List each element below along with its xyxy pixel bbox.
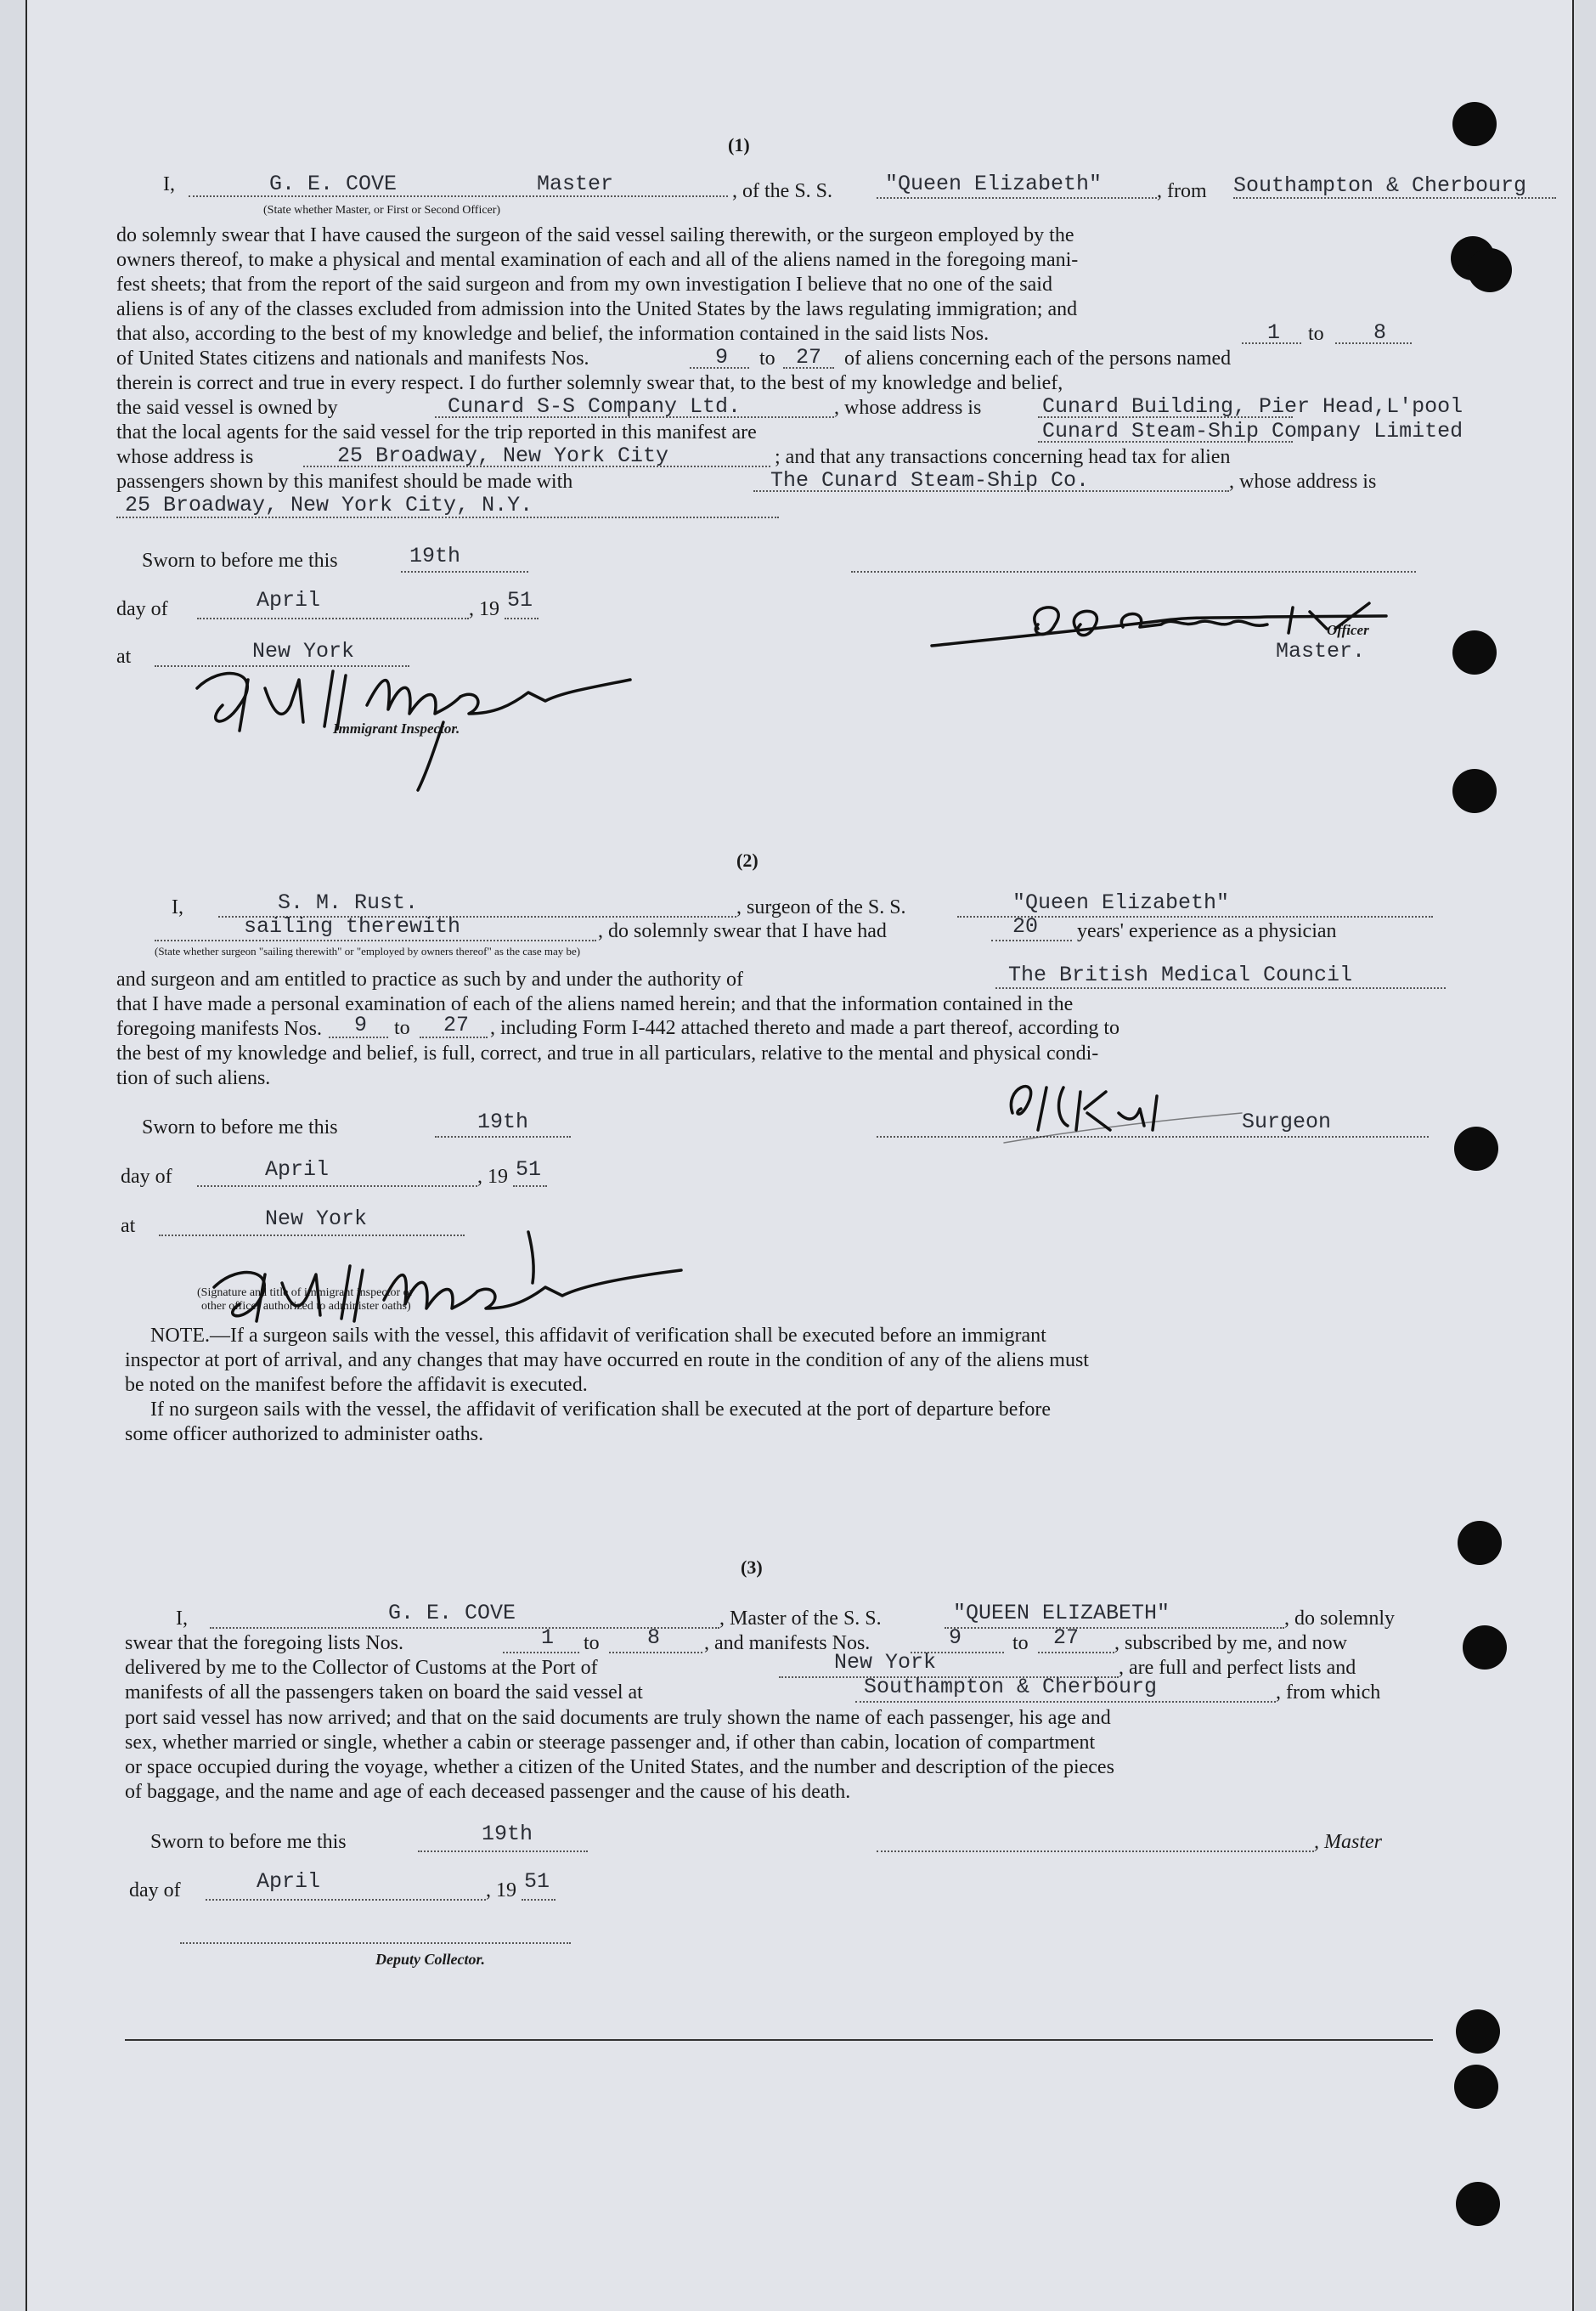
sworn-day: 19th <box>482 1822 533 1846</box>
collector-signature-line <box>180 1942 571 1944</box>
manifests-from: 9 <box>354 1013 368 1037</box>
year: 51 <box>524 1869 550 1894</box>
body-line: tion of such aliens. <box>116 1067 271 1089</box>
day-of-label: day of <box>129 1879 181 1901</box>
lists-text: swear that the foregoing lists Nos. <box>125 1632 403 1654</box>
body-line: owners thereof, to make a physical and mental examination of each and all of the aliens named in the foregoing mani- <box>116 249 1079 271</box>
to-label: to <box>394 1017 410 1039</box>
owner-address: Cunard Building, Pier Head,L'pool <box>1042 394 1463 419</box>
vessel-name: "QUEEN ELIZABETH" <box>953 1601 1170 1625</box>
month: April <box>257 1869 321 1894</box>
label-i: I, <box>172 896 183 918</box>
manifests-text: , and manifests Nos. <box>704 1632 871 1654</box>
agents-address: 25 Broadway, New York City <box>337 444 669 468</box>
full-text: , are full and perfect lists and <box>1119 1657 1356 1679</box>
body-line: foregoing manifests Nos. <box>116 1018 322 1040</box>
swear-text: , do solemnly <box>1284 1608 1395 1630</box>
agents: Cunard Steam-Ship Company Limited <box>1042 419 1463 444</box>
master-signature <box>928 595 1403 663</box>
at-label: at <box>121 1215 136 1237</box>
binder-hole <box>1458 1521 1502 1565</box>
body-line: therein is correct and true in every respect. I do further solemnly swear that, to the best of my knowledge and belief, <box>116 372 1063 394</box>
body-line: passengers shown by this manifest should be made with <box>116 471 573 493</box>
month: April <box>257 588 321 613</box>
lists-to-line <box>609 1652 702 1653</box>
body-line: fest sheets; that from the report of the said surgeon and from my own investigation I believe that no one of the said <box>116 274 1052 296</box>
month-line <box>197 618 469 619</box>
day-of-label: day of <box>116 598 168 620</box>
day-of-label: day of <box>121 1166 172 1188</box>
binder-hole <box>1468 248 1512 292</box>
note-line: some officer authorized to administer oaths. <box>125 1423 484 1445</box>
body-line: of United States citizens and nationals and manifests Nos. <box>116 347 589 370</box>
sworn-day-line <box>418 1850 588 1852</box>
note-line: inspector at port of arrival, and any changes that may have occurred en route in the condition of any of the aliens must <box>125 1349 1089 1371</box>
manifests-to: 27 <box>443 1013 470 1037</box>
year-prefix: , 19 <box>477 1166 508 1188</box>
years-text: years' experience as a physician <box>1077 920 1337 942</box>
year-prefix: , 19 <box>469 598 499 620</box>
surgeon-of: , surgeon of the S. S. <box>736 896 906 918</box>
vessel-name: "Queen Elizabeth" <box>1012 890 1230 915</box>
from-which: , from which <box>1276 1681 1381 1704</box>
aliens-text: of aliens concerning each of the persons named <box>844 347 1232 370</box>
officer-title: Master. <box>1276 639 1366 664</box>
authority-line <box>995 987 1446 989</box>
lists-to: 8 <box>1373 320 1387 345</box>
body-line: or space occupied during the voyage, whether a citizen of the United States, and the number and description of the pieces <box>125 1756 1114 1778</box>
authority-text: and surgeon and am entitled to practice as such by and under the authority of <box>116 969 743 991</box>
manifests-from: 9 <box>949 1625 962 1650</box>
sailing-line <box>155 940 596 941</box>
port-from: Southampton & Cherbourg <box>864 1675 1158 1699</box>
manifests-to: 27 <box>1053 1625 1080 1650</box>
note-line: If no surgeon sails with the vessel, the affidavit of verification shall be executed at the port of departure before <box>150 1398 1052 1421</box>
manifests-from: 9 <box>715 345 729 370</box>
sworn-day: 19th <box>477 1110 529 1134</box>
surgeon-label: Surgeon <box>1242 1110 1332 1134</box>
lists-from: 1 <box>1267 320 1281 345</box>
vessel-line <box>945 1627 1284 1629</box>
whose-address-label: , whose address is <box>1229 471 1377 493</box>
state-note: (State whether surgeon "sailing therewith" or "employed by owners thereof" as the case may be) <box>155 945 581 958</box>
master-name: G. E. COVE <box>388 1601 516 1625</box>
port-from: Southampton & Cherbourg <box>1233 173 1527 198</box>
officer-label: Officer <box>1327 622 1369 638</box>
delivered-text: delivered by me to the Collector of Customs at the Port of <box>125 1657 598 1679</box>
place: New York <box>252 639 355 664</box>
sworn-day-line <box>401 571 528 573</box>
place: New York <box>265 1206 368 1231</box>
body-line: do solemnly swear that I have caused the surgeon of the said vessel sailing therewith, or the surgeon employed by the <box>116 224 1074 246</box>
binder-hole <box>1454 1127 1498 1171</box>
surgeon-name: S. M. Rust. <box>278 890 419 915</box>
binder-hole <box>1463 1625 1507 1670</box>
manifests-to: 27 <box>796 345 822 370</box>
body-line: that the local agents for the said vessel for the trip reported in this manifest are <box>116 421 757 444</box>
sailing: sailing therewith <box>244 914 461 939</box>
year-line <box>513 1185 547 1187</box>
at-label: at <box>116 646 132 668</box>
manifests-to-line <box>1038 1652 1114 1653</box>
note-block <box>125 1324 1089 1447</box>
section-2-body <box>116 992 1098 1091</box>
signature-note: other officer authorized to administer oaths) <box>201 1300 411 1313</box>
section-3-body <box>125 1706 1114 1805</box>
deputy-collector-label: Deputy Collector. <box>375 1951 485 1968</box>
officer-signature-line <box>851 571 1416 573</box>
month: April <box>265 1157 330 1182</box>
body-line: aliens is of any of the classes excluded from admission into the United States by the laws regulating immigration; and <box>116 298 1078 320</box>
inspector-signature-1 <box>189 629 647 799</box>
master-label: , Master <box>1314 1831 1382 1853</box>
binder-hole <box>1452 630 1497 675</box>
swear-text: , do solemnly swear that I have had <box>598 920 887 942</box>
section-1-heading: (1) <box>728 134 750 155</box>
of-the-ss: , of the S. S. <box>732 180 833 202</box>
sworn-label: Sworn to before me this <box>150 1831 347 1853</box>
master-title: Master <box>537 172 614 196</box>
head-tax-text: ; and that any transactions concerning head tax for alien <box>775 446 1231 468</box>
form-text: , including Form I-442 attached thereto and made a part thereof, according to <box>490 1017 1120 1039</box>
lists-to: 8 <box>647 1625 661 1650</box>
years-line <box>991 940 1072 941</box>
bottom-rule <box>125 2039 1433 2041</box>
body-line: whose address is <box>116 446 254 468</box>
master-name: G. E. COVE <box>269 172 398 196</box>
subscribed-text: , subscribed by me, and now <box>1114 1632 1347 1654</box>
port: New York <box>834 1650 937 1675</box>
master-name-line <box>210 1627 719 1629</box>
note-label: NOTE. <box>150 1325 210 1347</box>
body-line: the said vessel is owned by <box>116 397 338 419</box>
to-label: to <box>759 347 775 370</box>
lists-from-line <box>503 1652 579 1653</box>
lists-from: 1 <box>541 1625 555 1650</box>
month-line <box>206 1899 486 1901</box>
master-signature-line <box>877 1850 1314 1852</box>
label-i: I, <box>163 173 175 195</box>
signature-note: (Signature and title of immigrant inspector or <box>197 1286 414 1299</box>
month-line <box>197 1185 477 1187</box>
year-line <box>505 618 539 619</box>
surgeon-signature <box>978 1062 1250 1147</box>
section-2-heading: (2) <box>736 850 759 871</box>
binder-hole <box>1452 102 1497 146</box>
vessel-name: "Queen Elizabeth" <box>885 172 1103 196</box>
body-line: the best of my knowledge and belief, is full, correct, and true in all particulars, relative to the mental and physical condi- <box>116 1042 1099 1065</box>
year-prefix: , 19 <box>486 1879 516 1901</box>
binder-hole <box>1452 769 1497 813</box>
whose-address-label: , whose address is <box>834 397 982 419</box>
note-line: NOTE.—If a surgeon sails with the vessel, this affidavit of verification shall be executed before an immigrant <box>150 1325 1046 1347</box>
body-line: port said vessel has now arrived; and that on the said documents are truly shown the name of each passenger, his age and <box>125 1707 1111 1729</box>
body-line: sex, whether married or single, whether a cabin or steerage passenger and, if other than cabin, location of compartment <box>125 1732 1096 1754</box>
master-of: , Master of the S. S. <box>719 1608 882 1630</box>
head-tax-agent: The Cunard Steam-Ship Co. <box>770 468 1090 493</box>
manifests-all-text: manifests of all the passengers taken on board the said vessel at <box>125 1681 643 1704</box>
to-label: to <box>584 1632 600 1654</box>
from-label: , from <box>1157 180 1207 202</box>
binder-hole <box>1454 2065 1498 2109</box>
binder-hole <box>1456 2009 1500 2054</box>
vessel-line <box>877 197 1157 199</box>
note-line: be noted on the manifest before the affidavit is executed. <box>125 1374 588 1396</box>
sworn-label: Sworn to before me this <box>142 1116 338 1139</box>
authority: The British Medical Council <box>1008 963 1353 987</box>
inspector-signature-2 <box>206 1223 698 1325</box>
body-line: that also, according to the best of my knowledge and belief, the information contained in the said lists Nos. <box>116 323 990 345</box>
head-tax-address: 25 Broadway, New York City, N.Y. <box>125 493 533 517</box>
to-label: to <box>1012 1632 1029 1654</box>
owner: Cunard S-S Company Ltd. <box>448 394 742 419</box>
years: 20 <box>1012 914 1039 939</box>
port-from-line <box>855 1701 1276 1703</box>
state-note: (State whether Master, or First or Second Officer) <box>263 204 501 217</box>
year-line <box>522 1899 555 1901</box>
binder-hole <box>1456 2182 1500 2226</box>
year: 51 <box>516 1157 542 1182</box>
section-3-heading: (3) <box>741 1557 763 1578</box>
sworn-label: Sworn to before me this <box>142 550 338 572</box>
year: 51 <box>507 588 533 613</box>
body-line: that I have made a personal examination of each of the aliens named herein; and that the information contained in the <box>116 993 1074 1015</box>
affidavit-page <box>25 0 1574 2311</box>
label-i: I, <box>176 1608 188 1630</box>
immigrant-inspector-label: Immigrant Inspector. <box>333 720 460 737</box>
body-line: of baggage, and the name and age of each deceased passenger and the cause of his death. <box>125 1781 851 1803</box>
sworn-day: 19th <box>409 544 461 568</box>
to-label: to <box>1308 323 1324 345</box>
sworn-day-line <box>435 1136 571 1138</box>
